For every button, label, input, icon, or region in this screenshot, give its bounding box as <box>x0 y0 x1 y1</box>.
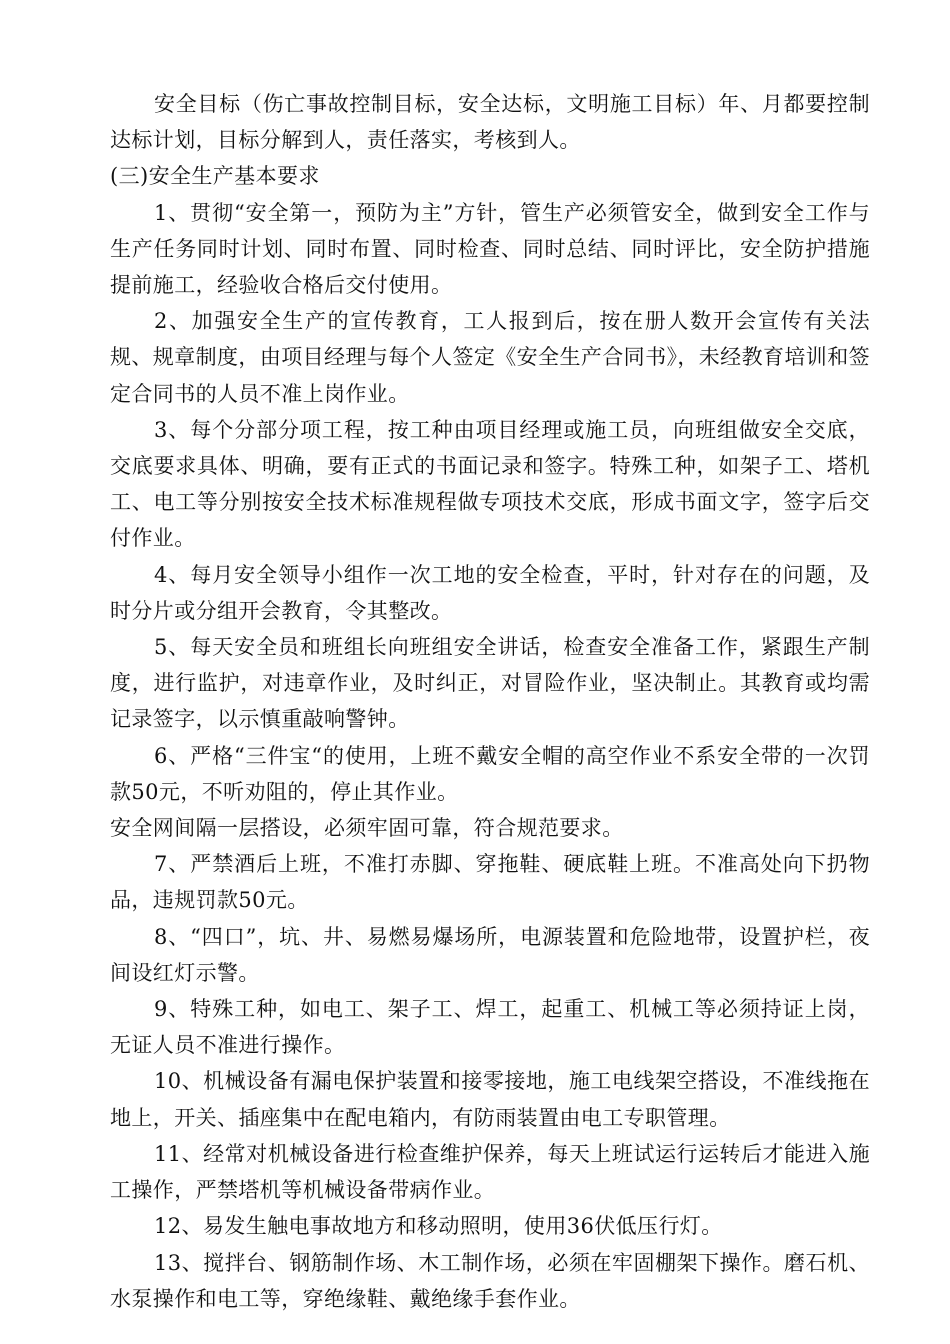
paragraph-item-6: 6、严格“三件宝“的使用，上班不戴安全帽的高空作业不系安全带的一次罚款50元，不听劝阻的，停止其作业。 <box>110 743 870 804</box>
paragraph-item-10: 10、机械设备有漏电保护装置和接零接地，施工电线架空搭设，不准线拖在地上，开关、插座集中在配电箱内，有防雨装置由电工专职管理。 <box>110 1069 870 1130</box>
paragraph-item-1: 1、贯彻“安全第一，预防为主”方针，管生产必须管安全，做到安全工作与生产任务同时计划、同时布置、同时检查、同时总结、同时评比，安全防护措施提前施工，经验收合格后交付使用。 <box>110 200 870 298</box>
paragraph-item-4: 4、每月安全领导小组作一次工地的安全检查，平时，针对存在的问题，及时分片或分组开会教育，令其整改。 <box>110 562 870 623</box>
paragraph-item-11: 11、经常对机械设备进行检查维护保养，每天上班试运行运转后才能进入施工操作，严禁塔机等机械设备带病作业。 <box>110 1141 870 1203</box>
paragraph-item-3: 3、每个分部分项工程，按工种由项目经理或施工员，向班组做安全交底，交底要求具体、明确，要有正式的书面记录和签字。特殊工种，如架子工、塔机工、电工等分别按安全技术标准规程做专项技术交底，形成书面文字，签字后交付作业。 <box>110 417 870 551</box>
paragraph-item-5: 5、每天安全员和班组长向班组安全讲话，检查安全准备工作，紧跟生产制度，进行监护，对违章作业，及时纠正，对冒险作业，坚决制止。其教育或均需记录签字，以示慎重敲响警钟。 <box>110 635 870 732</box>
paragraph-item-12: 12、易发生触电事故地方和移动照明，使用36伏低压行灯。 <box>154 1214 723 1239</box>
paragraph-safety-net: 安全网间隔一层搭设，必须牢固可靠，符合规范要求。 <box>110 816 624 841</box>
paragraph-item-8: 8、“四口”，坑、井、易燃易爆场所，电源装置和危险地带，设置护栏，夜间设红灯示警。 <box>110 924 870 985</box>
paragraph-item-13: 13、搅拌台、钢筋制作场、木工制作场，必须在牢固棚架下操作。磨石机、水泵操作和电工等，穿绝缘鞋、戴绝缘手套作业。 <box>110 1250 870 1311</box>
paragraph-item-9: 9、特殊工种，如电工、架子工、焊工，起重工、机械工等必须持证上岗，无证人员不准进行操作。 <box>110 997 870 1058</box>
document-page <box>110 86 870 1317</box>
paragraph-safety-target: 安全目标（伤亡事故控制目标，安全达标，文明施工目标）年、月都要控制达标计划，目标分解到人，责任落实，考核到人。 <box>110 92 870 153</box>
paragraph-item-2: 2、加强安全生产的宣传教育，工人报到后，按在册人数开会宣传有关法规、规章制度，由项目经理与每个人签定《安全生产合同书》，未经教育培训和签定合同书的人员不准上岗作业。 <box>110 309 870 406</box>
section-heading-basic-requirements: (三)安全生产基本要求 <box>110 164 320 189</box>
paragraph-item-7: 7、严禁酒后上班，不准打赤脚、穿拖鞋、硬底鞋上班。不准高处向下扔物品，违规罚款50元。 <box>110 852 870 913</box>
